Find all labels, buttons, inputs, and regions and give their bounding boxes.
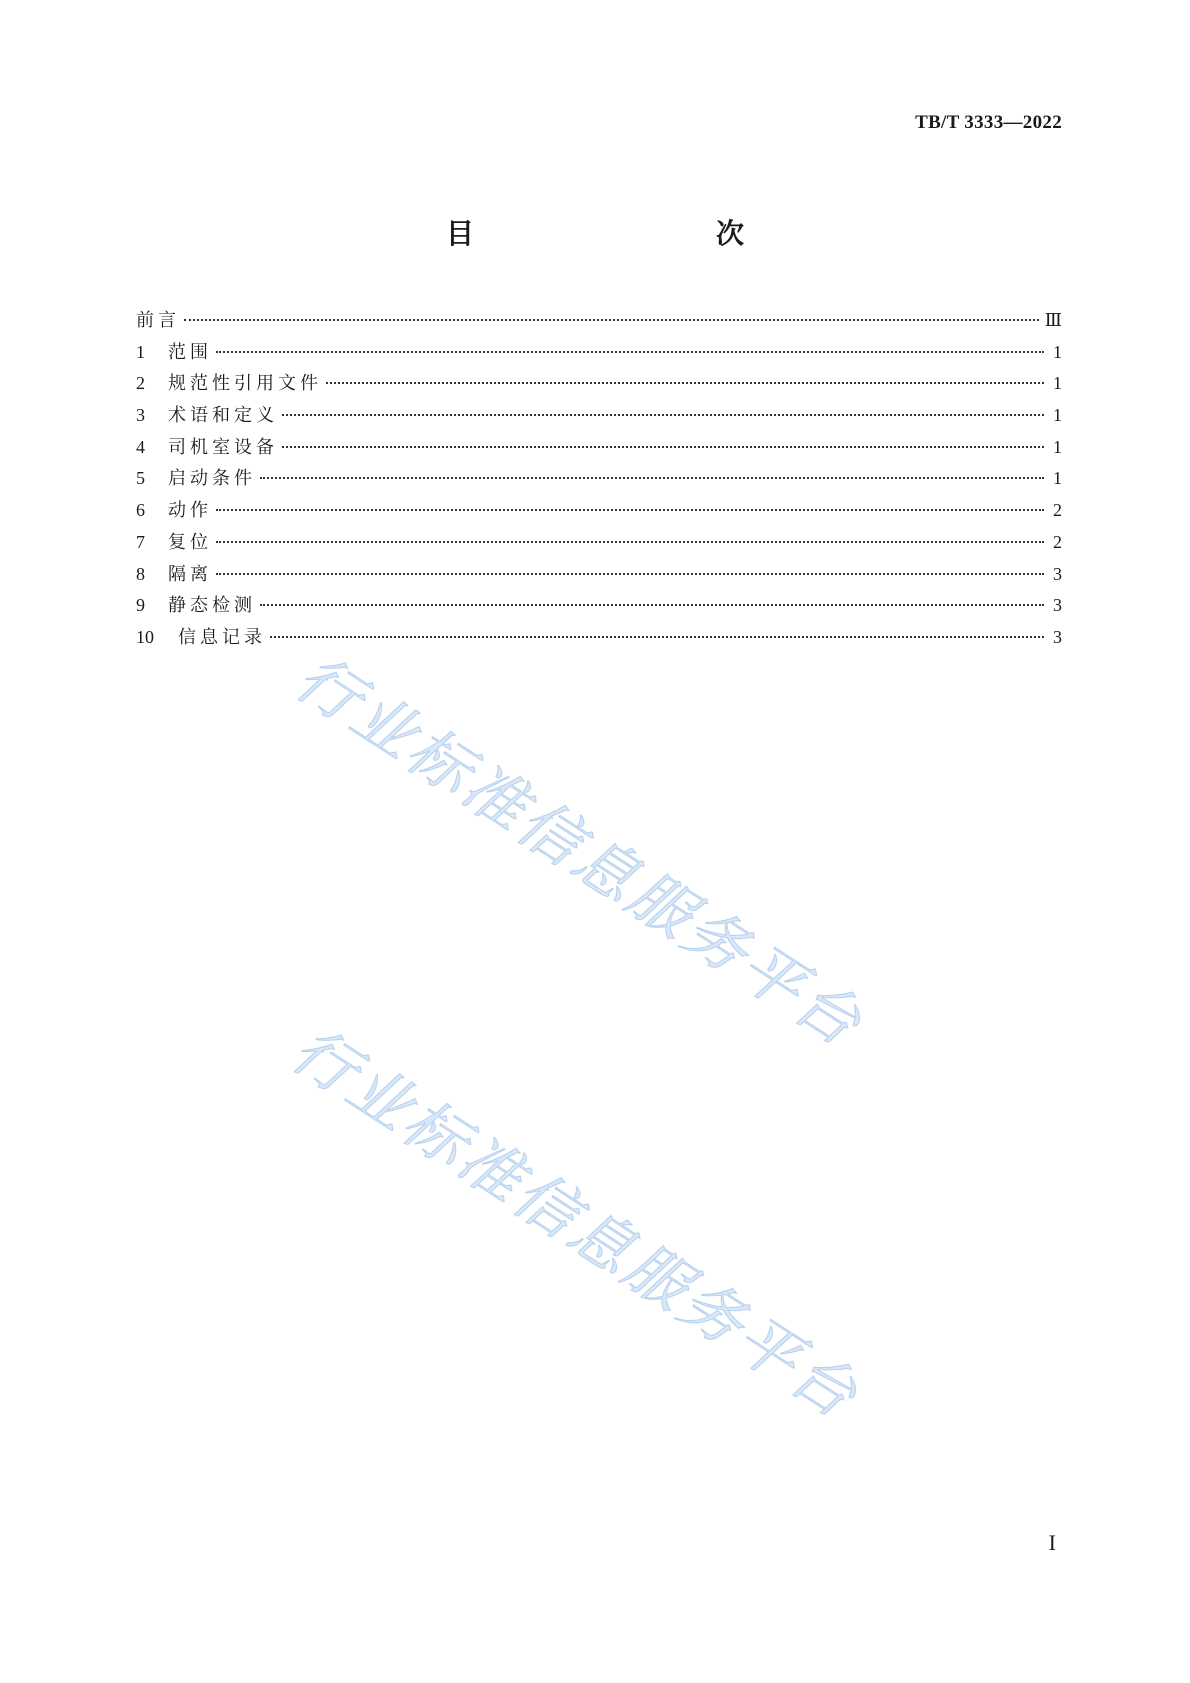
toc-section-number: 4 [136, 436, 145, 457]
toc-page-number: 3 [1053, 595, 1062, 616]
toc-item-1[interactable] [136, 338, 1062, 370]
toc-label: 司机室设备 [168, 436, 278, 458]
toc-leader-dots [282, 446, 1044, 448]
toc-page-number: 1 [1053, 436, 1062, 457]
toc-page-number: 3 [1053, 626, 1062, 647]
toc-leader-dots [216, 351, 1044, 353]
toc-item-2[interactable] [136, 369, 1062, 401]
toc-leader-dots [216, 509, 1044, 511]
toc-page-number: 3 [1053, 563, 1062, 584]
table-of-contents [136, 306, 1062, 655]
toc-item-5[interactable] [136, 464, 1062, 496]
toc-section-number: 5 [136, 468, 145, 489]
toc-leader-dots [326, 382, 1044, 384]
toc-page-number: 2 [1053, 531, 1062, 552]
page-title: 目 次 [445, 217, 806, 250]
watermark: 行业标准信息服务平台 [283, 640, 877, 1062]
toc-label: 启动条件 [168, 468, 256, 490]
toc-page-number: 1 [1053, 468, 1062, 489]
watermark: 行业标准信息服务平台 [279, 1012, 873, 1434]
toc-section-number: 10 [136, 626, 154, 647]
toc-page-number: 1 [1053, 373, 1062, 394]
toc-page-number: 2 [1053, 500, 1062, 521]
toc-label: 前言 [136, 310, 180, 331]
toc-page-number: 1 [1053, 341, 1062, 362]
toc-item-10[interactable] [136, 623, 1062, 655]
toc-item-6[interactable] [136, 496, 1062, 528]
toc-page-number: Ⅲ [1044, 310, 1062, 330]
toc-item-7[interactable] [136, 528, 1062, 560]
toc-section-number: 6 [136, 500, 145, 521]
toc-section-number: 8 [136, 563, 145, 584]
toc-item-3[interactable] [136, 401, 1062, 433]
toc-item-9[interactable] [136, 591, 1062, 623]
toc-label: 规范性引用文件 [168, 373, 322, 395]
toc-label: 范围 [168, 341, 212, 363]
toc-label: 隔离 [168, 563, 212, 585]
toc-section-number: 3 [136, 405, 145, 426]
toc-label: 复位 [168, 531, 212, 553]
page-number: I [1048, 1530, 1056, 1555]
toc-section-number: 1 [136, 341, 145, 362]
standard-code: TB/T 3333—2022 [915, 112, 1062, 133]
toc-label: 动作 [168, 500, 212, 522]
toc-label: 静态检测 [168, 595, 256, 617]
toc-leader-dots [260, 477, 1044, 479]
toc-leader-dots [216, 541, 1044, 543]
toc-item-8[interactable] [136, 560, 1062, 592]
toc-label: 信息记录 [178, 626, 266, 648]
toc-leader-dots [270, 636, 1044, 638]
toc-leader-dots [184, 319, 1039, 321]
toc-section-number: 7 [136, 531, 145, 552]
toc-leader-dots [216, 573, 1044, 575]
toc-leader-dots [282, 414, 1044, 416]
toc-item-foreword[interactable] [136, 306, 1062, 338]
toc-section-number: 9 [136, 595, 145, 616]
toc-page-number: 1 [1053, 405, 1062, 426]
toc-leader-dots [260, 604, 1044, 606]
toc-label: 术语和定义 [168, 405, 278, 427]
toc-item-4[interactable] [136, 433, 1062, 465]
toc-section-number: 2 [136, 373, 145, 394]
